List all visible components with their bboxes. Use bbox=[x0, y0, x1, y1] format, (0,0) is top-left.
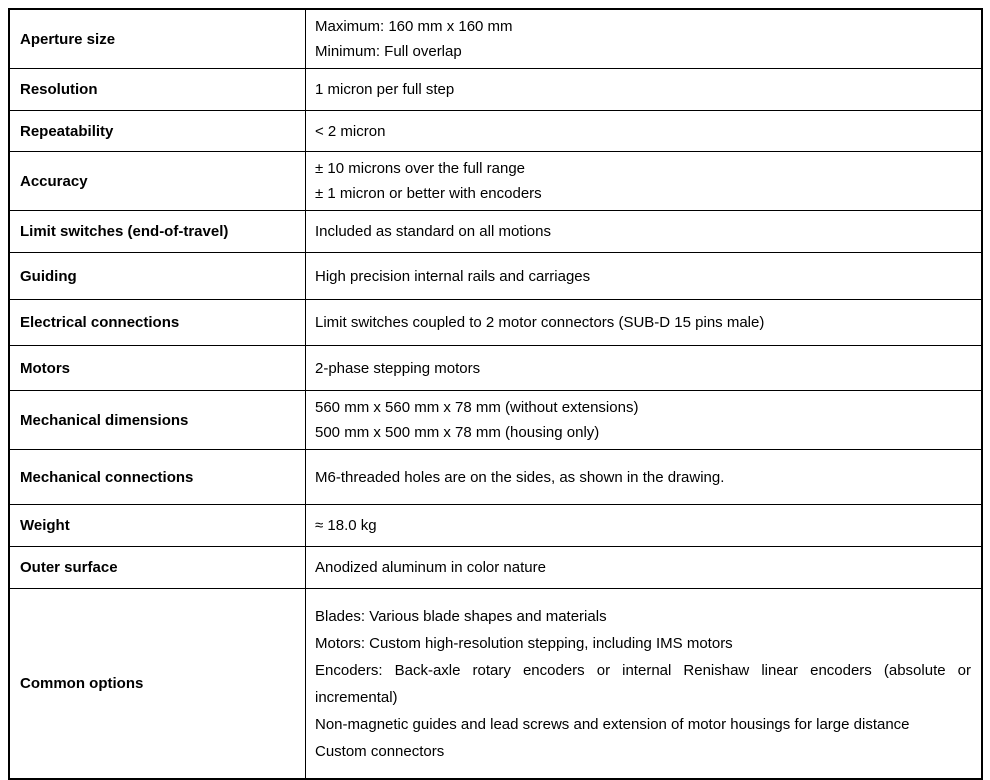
table-row bbox=[10, 68, 981, 110]
spec-label-text: Common options bbox=[20, 675, 144, 692]
table-row bbox=[10, 252, 981, 299]
spec-value-line: Non-magnetic guides and lead screws and extension of motor housings for large distance bbox=[315, 715, 910, 733]
spec-value bbox=[306, 547, 981, 588]
table-row bbox=[10, 504, 981, 546]
spec-value bbox=[306, 111, 981, 151]
spec-label bbox=[10, 300, 306, 345]
table-row bbox=[10, 151, 981, 210]
spec-value-line: Motors: Custom high-resolution stepping, including IMS motors bbox=[315, 634, 733, 652]
spec-value-line: ≈ 18.0 kg bbox=[315, 517, 377, 534]
spec-label bbox=[10, 589, 306, 778]
spec-label-text: Outer surface bbox=[20, 559, 118, 576]
spec-value-line: Minimum: Full overlap bbox=[315, 43, 462, 60]
table-row bbox=[10, 588, 981, 778]
spec-label bbox=[10, 152, 306, 210]
spec-label-text: Limit switches (end-of-travel) bbox=[20, 223, 229, 240]
spec-value-line: 500 mm x 500 mm x 78 mm (housing only) bbox=[315, 424, 600, 441]
spec-label-text: Motors bbox=[20, 359, 70, 377]
spec-value bbox=[306, 391, 981, 449]
spec-label bbox=[10, 547, 306, 588]
spec-label bbox=[10, 211, 306, 252]
spec-label-text: Aperture size bbox=[20, 30, 116, 48]
spec-value-line: Included as standard on all motions bbox=[315, 223, 551, 240]
table-row bbox=[10, 10, 981, 68]
spec-label bbox=[10, 505, 306, 546]
spec-value bbox=[306, 69, 981, 110]
spec-label bbox=[10, 253, 306, 299]
spec-label-text: Mechanical dimensions bbox=[20, 411, 189, 429]
table-row bbox=[10, 345, 981, 390]
spec-value bbox=[306, 450, 981, 504]
spec-value-line: < 2 micron bbox=[315, 122, 386, 140]
spec-value-line: ± 1 micron or better with encoders bbox=[315, 185, 542, 202]
spec-value-line: 560 mm x 560 mm x 78 mm (without extensions) bbox=[315, 399, 639, 416]
spec-value-line: Maximum: 160 mm x 160 mm bbox=[315, 18, 513, 35]
spec-label-text: Accuracy bbox=[20, 172, 88, 190]
spec-label-text: Weight bbox=[20, 517, 70, 534]
spec-value-line: Encoders: Back-axle rotary encoders or internal Renishaw linear encoders (absolute or incremental) bbox=[315, 661, 971, 706]
spec-label bbox=[10, 346, 306, 390]
specifications-table bbox=[8, 8, 983, 780]
spec-value bbox=[306, 346, 981, 390]
spec-value bbox=[306, 211, 981, 252]
spec-value-line: Anodized aluminum in color nature bbox=[315, 559, 546, 576]
spec-value-line: Custom connectors bbox=[315, 742, 445, 760]
spec-label-text: Repeatability bbox=[20, 122, 114, 140]
spec-value bbox=[306, 10, 981, 68]
spec-value-line: ± 10 microns over the full range bbox=[315, 160, 525, 177]
spec-label bbox=[10, 450, 306, 504]
table-row bbox=[10, 546, 981, 588]
spec-value bbox=[306, 300, 981, 345]
spec-label-text: Mechanical connections bbox=[20, 468, 194, 486]
spec-value-line: High precision internal rails and carriages bbox=[315, 267, 591, 285]
spec-label-text: Electrical connections bbox=[20, 314, 180, 331]
spec-label-text: Resolution bbox=[20, 81, 98, 98]
spec-label bbox=[10, 111, 306, 151]
spec-value-line: 1 micron per full step bbox=[315, 81, 455, 98]
spec-label bbox=[10, 391, 306, 449]
spec-value-line: Blades: Various blade shapes and materials bbox=[315, 607, 607, 625]
spec-value-line: M6-threaded holes are on the sides, as shown in the drawing. bbox=[315, 468, 725, 486]
spec-label bbox=[10, 10, 306, 68]
spec-value bbox=[306, 589, 981, 778]
spec-value-line: 2-phase stepping motors bbox=[315, 359, 481, 377]
spec-value bbox=[306, 152, 981, 210]
table-row bbox=[10, 449, 981, 504]
spec-value bbox=[306, 505, 981, 546]
spec-value-line: Limit switches coupled to 2 motor connectors (SUB-D 15 pins male) bbox=[315, 314, 765, 331]
table-row bbox=[10, 390, 981, 449]
table-row bbox=[10, 210, 981, 252]
spec-label bbox=[10, 69, 306, 110]
spec-value bbox=[306, 253, 981, 299]
table-row bbox=[10, 110, 981, 151]
spec-label-text: Guiding bbox=[20, 267, 77, 285]
table-row bbox=[10, 299, 981, 345]
